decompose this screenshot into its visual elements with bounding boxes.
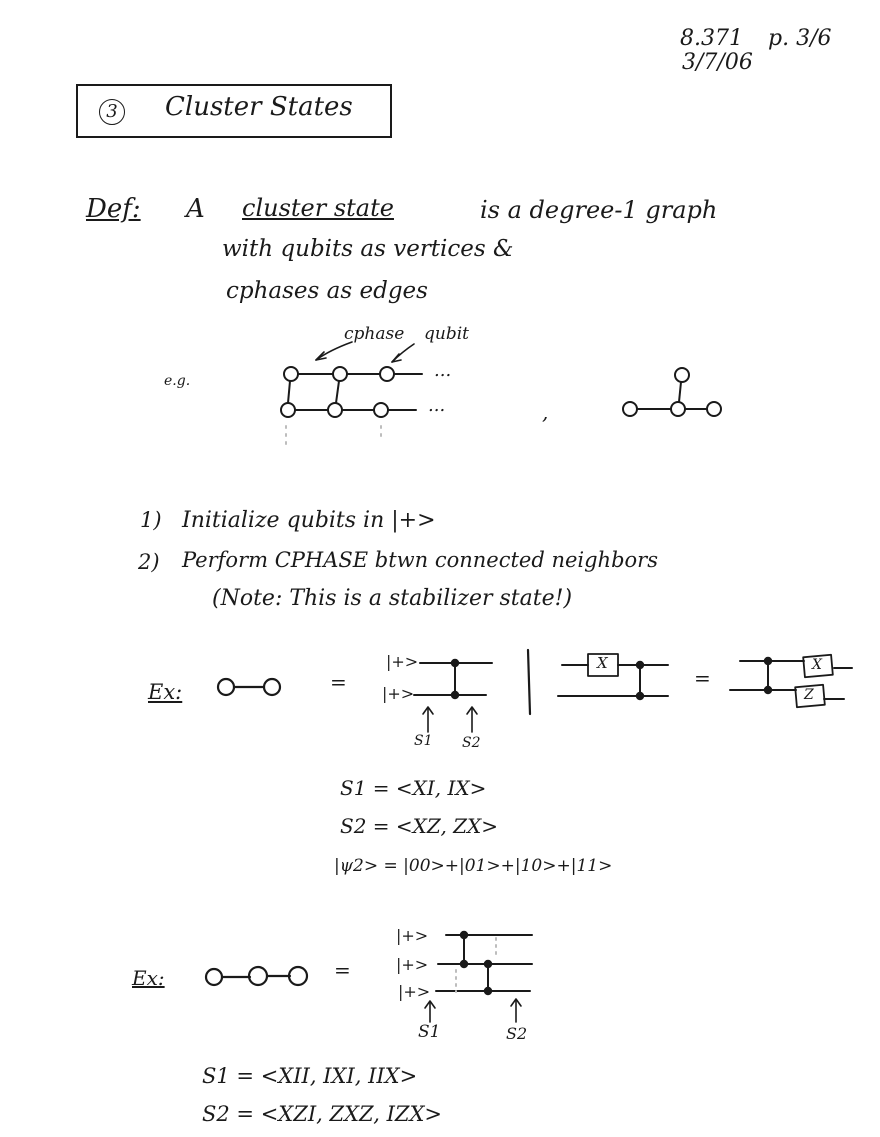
qubit-annotation: qubit xyxy=(424,324,469,344)
example2-ket3: |+> xyxy=(398,982,431,1001)
eg-label: e.g. xyxy=(164,373,191,389)
course-number: 8.371 xyxy=(680,26,743,51)
lattice-graph xyxy=(281,367,422,448)
cphase-annotation: cphase xyxy=(344,324,405,344)
example2-label: Ex: xyxy=(132,966,165,990)
page-number: p. 3/6 xyxy=(768,26,832,51)
ex2-circuit xyxy=(425,932,532,1022)
example2-ket2: |+> xyxy=(396,955,429,974)
definition-line3: cphases as edges xyxy=(226,278,428,304)
ellipsis-row2: ... xyxy=(428,395,446,416)
example2-s1-label: S1 xyxy=(418,1022,441,1042)
ex1-graph xyxy=(218,679,280,695)
ex1-circuit xyxy=(414,660,492,732)
example1-stabilizer-s2: S2 = <XZ, ZX> xyxy=(340,814,499,838)
definition-line2: with qubits as vertices & xyxy=(222,236,514,262)
example2-equals: = xyxy=(334,958,351,982)
example1-equals2: = xyxy=(694,666,711,690)
separator-comma: , xyxy=(542,400,549,424)
example2-stabilizer-s1: S1 = <XII, IXI, IIX> xyxy=(202,1064,418,1088)
cphase-arrow xyxy=(316,342,352,360)
definition-article: A xyxy=(186,194,205,224)
example2-ket1: |+> xyxy=(396,926,429,945)
t-graph xyxy=(623,368,721,416)
vertical-divider xyxy=(528,650,530,714)
example2-s2-label: S2 xyxy=(506,1024,528,1043)
definition-label: Def: xyxy=(86,194,141,224)
example1-equals: = xyxy=(330,670,347,694)
ellipsis-row1: ... xyxy=(434,360,452,381)
stabilizer-note: (Note: This is a stabilizer state!) xyxy=(212,586,573,611)
example1-label: Ex: xyxy=(148,680,183,704)
step-2-text: Perform CPHASE btwn connected neighbors xyxy=(182,548,658,572)
example1-s1-label: S1 xyxy=(414,733,433,749)
section-title: Cluster States xyxy=(165,92,353,122)
example2-stabilizer-s2: S2 = <XZI, ZXZ, IZX> xyxy=(202,1102,443,1126)
identity-circuit-right xyxy=(730,655,852,707)
ex2-graph xyxy=(206,967,307,985)
cphase-arrow-head xyxy=(316,352,326,360)
section-number: 3 xyxy=(99,99,125,125)
example1-state: |ψ2> = |00>+|01>+|10>+|11> xyxy=(334,856,613,876)
example1-stabilizer-s1: S1 = <XI, IX> xyxy=(340,776,487,800)
gate-x-right: X xyxy=(812,657,822,673)
note-date: 3/7/06 xyxy=(682,50,753,75)
definition-term: cluster state xyxy=(242,194,394,222)
identity-circuit-left xyxy=(558,654,668,699)
gate-x-left: X xyxy=(597,654,608,672)
definition-line1: is a degree-1 graph xyxy=(480,196,718,224)
example1-ket2: |+> xyxy=(382,684,415,703)
example1-ket1: |+> xyxy=(386,652,419,671)
step-1-text: Initialize qubits in |+> xyxy=(182,508,436,533)
example1-s2-label: S2 xyxy=(462,735,481,751)
gate-z-right: Z xyxy=(804,687,814,703)
step-2-number: 2) xyxy=(138,550,160,574)
step-1-number: 1) xyxy=(140,508,162,532)
